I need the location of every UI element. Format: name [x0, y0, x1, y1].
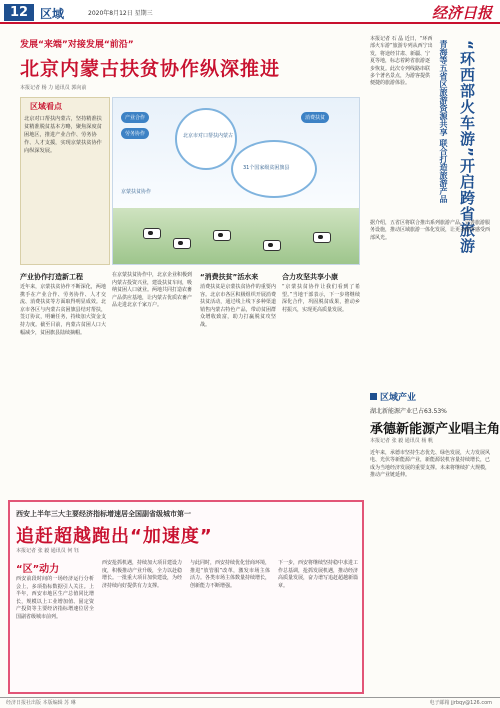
- infographic-chip: 产业合作: [121, 112, 149, 123]
- infographic: [112, 97, 360, 265]
- box-column: 西安前段时间的一场经济运行分析会上，多项指标数据引人关注。上半年，西安市地区生产总值同比增长，规模以上工业增加值、固定资产投资等主要经济指标增速位居全国副省级城市前列。: [16, 576, 94, 620]
- article-column: “京蒙扶贫协作让我们看到了希望。”当地干部表示，下一步将继续深化合作，巩固脱贫成果，推动乡村振兴，实现更高质量发展。: [282, 284, 360, 313]
- infographic-bubble: [175, 108, 237, 170]
- box-section-label: “区”动力: [16, 564, 60, 575]
- box-column: 西安抢抓机遇，持续加大项目建设力度，积极推动产业升级，全力以赴稳增长。一批重大项目加快建设，为经济持续向好提供有力支撑。: [102, 560, 183, 589]
- article-column: 在京蒙扶贫协作中，北京企业积极到内蒙古投资兴业，建设扶贫车间，吸纳贫困人口就业。两地共同打造农畜产品供应基地，让内蒙古优质农畜产品走进北京千家万户。: [112, 272, 193, 309]
- cow-icon: [313, 232, 331, 243]
- side-article-text: 近年来，承德市坚持生态优先、绿色发展，大力发展风电、光伏等新能源产业，新能源装机容量持续增长，已成为当地经济发展的重要支撑。未来将继续扩大规模，推动产业链延伸。: [370, 450, 491, 479]
- side-headline[interactable]: 承德新能源产业唱主角: [370, 422, 500, 437]
- infographic-label: 31个国家级贫困旗县: [243, 165, 290, 171]
- side-vertical-title[interactable]: “环西部火车游”开启跨省旅游: [458, 40, 476, 254]
- subhead: 合力攻坚共享小康: [282, 273, 338, 281]
- infographic-chip: 消费扶贫: [301, 112, 329, 123]
- cow-icon: [263, 240, 281, 251]
- footer-editor: 经济日报社出版 本版编辑 苏 琳: [6, 700, 76, 706]
- infographic-label: 北京市对口帮扶内蒙古: [183, 133, 234, 139]
- cow-icon: [213, 230, 231, 241]
- box-column: 与此同时，西安持续优化营商环境，推进“放管服”改革，激发市场主体活力。各类市场主体数量持续增长，创新能力不断增强。: [190, 560, 271, 589]
- box-column: 下一步，西安将继续坚持稳中求进工作总基调，抢抓发展机遇，推动经济高质量发展，奋力谱写追赶超越新篇章。: [278, 560, 359, 589]
- page-number: 12: [4, 4, 34, 21]
- side-article-text: 本报记者 石 晶 近日，“环西部火车游”旅游专列从西宁出发，将途经甘肃、新疆、宁夏等地，标志着跨省旅游逐步恢复。此次专列线路串联多个著名景点，为游客提供便捷的旅游体验。: [370, 36, 433, 87]
- cow-icon: [173, 238, 191, 249]
- section-name: 区域: [40, 7, 65, 21]
- side-vertical-subtitle: 青海等五省区旅游资源共享 联合打造旅游产品: [439, 40, 448, 203]
- side-section-title: 区域产业: [370, 390, 416, 403]
- main-headline[interactable]: 北京内蒙古扶贫协作纵深推进: [20, 58, 281, 80]
- infographic-label: 京蒙扶贫协作: [121, 189, 152, 195]
- infographic-chip: 劳务协作: [121, 128, 149, 139]
- page-header: [0, 0, 500, 24]
- lead-title: 区域看点: [30, 102, 62, 111]
- side-kicker: 湖北新能源产业已占63.53%: [370, 408, 447, 415]
- box-byline: 本报记者 张 毅 通讯员 何 钰: [16, 548, 79, 554]
- article-column: 近年来，京蒙扶贫协作不断深化，两地携手在产业合作、劳务协作、人才交流、消费扶贫等方面取得明显成效。北京市各区与内蒙古贫困旗县结对帮扶，签订协议，明确任务，持续加大资金支持力度。截至目前，内蒙古贫困人口大幅减少，贫困旗县陆续摘帽。: [20, 284, 106, 336]
- box-headline[interactable]: 追赶超越跑出“加速度”: [16, 526, 213, 547]
- cow-icon: [143, 228, 161, 239]
- masthead-logo: 经济日报: [431, 4, 492, 22]
- subhead: 产业协作打造新工程: [20, 273, 83, 281]
- article-column: 消费扶贫是京蒙扶贫协作的重要内容。北京市各区积极组织开展消费扶贫活动，通过线上线下多种渠道销售内蒙古特色产品，带动贫困群众增收致富，助力打赢脱贫攻坚战。: [200, 284, 276, 328]
- main-byline: 本报记者 杨 力 通讯员 郭向前: [20, 85, 87, 91]
- subhead: “消费扶贫”活水来: [200, 273, 259, 281]
- main-kicker: 发展“来端”对接发展“前沿”: [20, 40, 134, 50]
- footer-email: 电子邮箱 jjrbqy@126.com: [429, 700, 492, 706]
- issue-date: 2020年8月12日 星期三: [88, 10, 153, 17]
- side-article-text: 据介绍，五省区将联合推出系列旅游产品，完善旅游服务设施，推动区域旅游一体化发展，让更多游客感受西部风光。: [370, 220, 491, 241]
- side-byline: 本报记者 张 毅 通讯员 杨 帆: [370, 438, 433, 444]
- box-kicker: 西安上半年三大主要经济指标增速居全国副省级城市第一: [16, 510, 191, 518]
- lead-text: 北京对口帮扶内蒙古，坚持精准扶贫精准脱贫基本方略，聚焦深度贫困地区，推进产业合作、劳务协作、人才支援，实现京蒙扶贫协作向纵深发展。: [24, 116, 102, 154]
